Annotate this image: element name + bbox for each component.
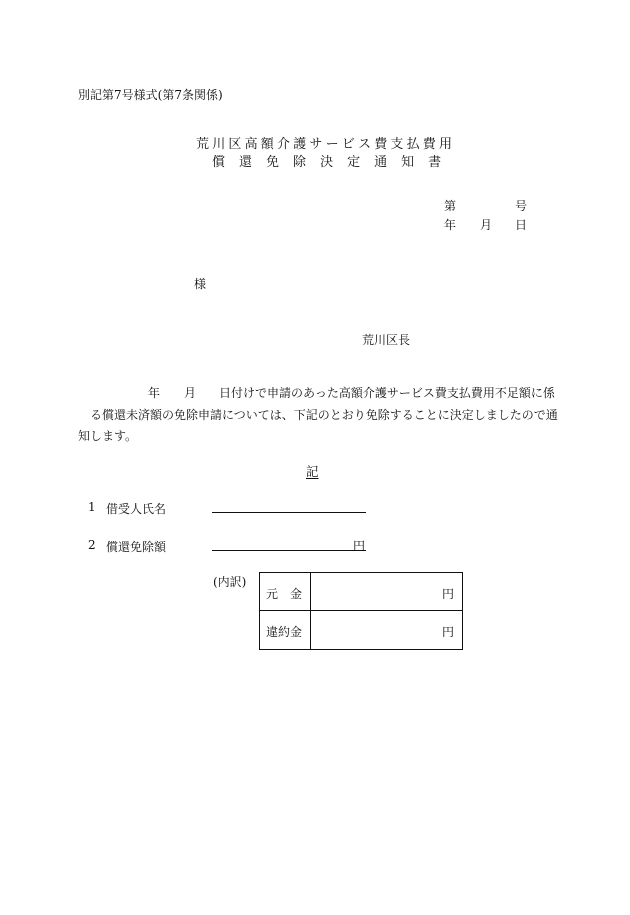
document-title-line1: 荒川区高額介護サービス費支払費用	[196, 137, 456, 152]
title-char: 通	[374, 155, 388, 170]
breakdown-row-principal	[260, 573, 462, 611]
principal-unit: 円	[441, 587, 454, 601]
exemption-amount-label: 償還免除額	[106, 540, 167, 554]
borrower-name-field[interactable]	[212, 498, 366, 513]
exemption-amount-field[interactable]	[212, 536, 366, 551]
penalty-unit: 円	[441, 625, 454, 639]
date-year: 年	[444, 218, 457, 232]
title-char: 知	[401, 155, 415, 170]
principal-label: 元 金	[266, 587, 303, 601]
exemption-amount-unit: 円	[353, 539, 366, 553]
breakdown-label: (内訳)	[213, 575, 247, 589]
date-month: 月	[480, 218, 493, 232]
breakdown-row-penalty	[260, 611, 462, 649]
title-char: 還	[239, 155, 253, 170]
title-char: 除	[293, 155, 307, 170]
title-char: 決	[320, 155, 334, 170]
form-reference: 別記第7号様式(第7条関係)	[78, 88, 223, 102]
document-number-prefix: 第	[444, 199, 457, 213]
title-char: 書	[428, 155, 442, 170]
addressee-suffix: 様	[194, 277, 207, 291]
document-title-line2	[212, 151, 441, 170]
body-year: 年	[148, 386, 161, 400]
body-line2: る償還未済額の免除申請については、下記のとおり免除することに決定しましたので通	[90, 408, 558, 422]
borrower-name-label: 借受人氏名	[106, 502, 167, 516]
breakdown-table	[259, 572, 463, 650]
document-number-suffix: 号	[515, 199, 528, 213]
penalty-label: 違約金	[266, 625, 303, 639]
title-char: 免	[266, 155, 280, 170]
item-number: 2	[88, 538, 96, 552]
issuer: 荒川区長	[362, 333, 411, 347]
item-number: 1	[88, 500, 96, 514]
body-month: 月	[184, 386, 197, 400]
title-char: 定	[347, 155, 361, 170]
body-line1: 日付けで申請のあった高額介護サービス費支払費用不足額に係	[219, 386, 555, 400]
date-day: 日	[515, 218, 528, 232]
ki-heading: 記	[306, 464, 319, 479]
title-char: 償	[212, 155, 226, 170]
body-line3: 知します。	[78, 429, 138, 443]
breakdown-column-divider	[310, 573, 311, 649]
